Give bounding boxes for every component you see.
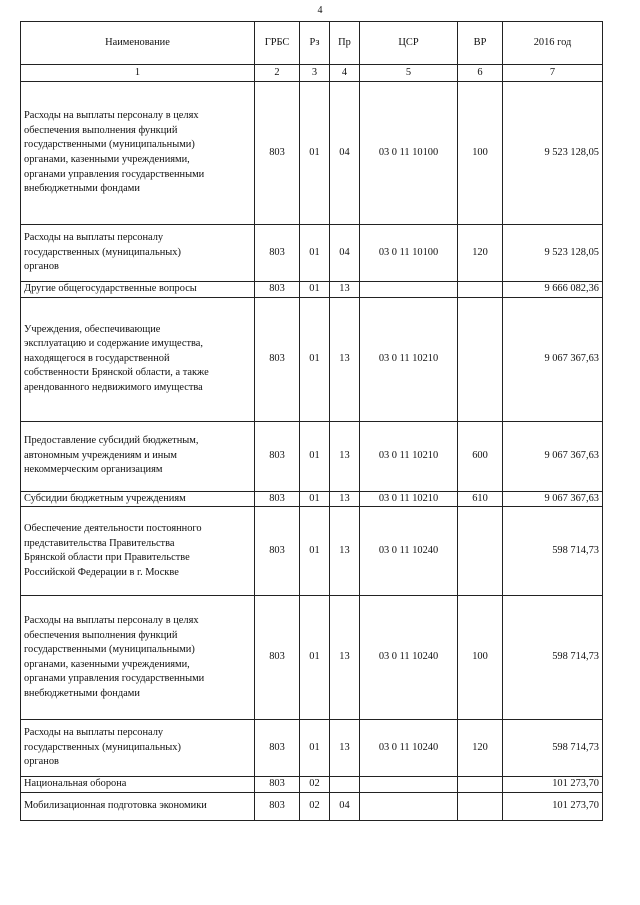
column-number: 6 <box>458 65 503 82</box>
row-name-line: обеспечения выполнения функций <box>24 629 178 641</box>
row-amount: 9 067 367,63 <box>503 491 603 507</box>
row-csr: 03 0 11 10240 <box>360 720 458 777</box>
row-pr: 13 <box>330 720 360 777</box>
row-name-line: органов <box>24 756 59 768</box>
row-name <box>21 491 255 507</box>
row-rz: 01 <box>300 421 330 491</box>
row-name-line: внебюджетными фондами <box>24 687 140 699</box>
row-rz: 01 <box>300 82 330 225</box>
row-pr: 13 <box>330 297 360 421</box>
row-name-line: органами управления государственными <box>24 673 205 685</box>
row-grbs: 803 <box>255 507 300 596</box>
header-name: Наименование <box>21 22 255 65</box>
row-vr: 120 <box>458 225 503 282</box>
table-row <box>21 282 603 298</box>
table-row <box>21 491 603 507</box>
row-name-line: Предоставление субсидий бюджетным, <box>24 435 199 447</box>
row-name-line: Национальная оборона <box>24 778 127 790</box>
row-name-line: Мобилизационная подготовка экономики <box>24 799 207 811</box>
row-name-line: органами, казенными учреждениями, <box>24 658 190 670</box>
row-csr: 03 0 11 10210 <box>360 297 458 421</box>
row-vr: 610 <box>458 491 503 507</box>
row-name <box>21 297 255 421</box>
header-year: 2016 год <box>503 22 603 65</box>
row-vr: 100 <box>458 82 503 225</box>
row-grbs: 803 <box>255 792 300 820</box>
row-name-line: государственными (муниципальными) <box>24 139 195 151</box>
row-name-line: Другие общегосударственные вопросы <box>24 283 197 294</box>
row-amount: 9 523 128,05 <box>503 225 603 282</box>
row-name-line: находящегося в государственной <box>24 352 170 364</box>
row-name-line: эксплуатацию и содержание имущества, <box>24 338 203 350</box>
row-name-line: Учреждения, обеспечивающие <box>24 323 161 335</box>
row-name-line: Расходы на выплаты персоналу в целях <box>24 110 199 122</box>
budget-table <box>20 21 603 821</box>
row-name-line: Российской Федерации в г. Москве <box>24 566 179 578</box>
row-grbs: 803 <box>255 421 300 491</box>
column-number: 7 <box>503 65 603 82</box>
row-pr: 13 <box>330 596 360 720</box>
table-row <box>21 720 603 777</box>
row-vr: 120 <box>458 720 503 777</box>
column-number: 3 <box>300 65 330 82</box>
row-name-line: Брянской области при Правительстве <box>24 552 190 564</box>
row-name-line: Расходы на выплаты персоналу <box>24 727 164 739</box>
row-name <box>21 507 255 596</box>
row-vr <box>458 507 503 596</box>
row-rz: 01 <box>300 507 330 596</box>
row-pr: 13 <box>330 421 360 491</box>
row-name-line: Расходы на выплаты персоналу в целях <box>24 614 199 626</box>
table-row <box>21 225 603 282</box>
column-number: 1 <box>21 65 255 82</box>
row-name <box>21 225 255 282</box>
row-amount: 9 067 367,63 <box>503 297 603 421</box>
table-row <box>21 792 603 820</box>
row-name-line: обеспечения выполнения функций <box>24 124 178 136</box>
table-row <box>21 596 603 720</box>
table-row <box>21 421 603 491</box>
row-amount: 9 067 367,63 <box>503 421 603 491</box>
row-vr: 600 <box>458 421 503 491</box>
row-csr: 03 0 11 10240 <box>360 596 458 720</box>
column-number: 4 <box>330 65 360 82</box>
row-grbs: 803 <box>255 491 300 507</box>
row-name-line: органами, казенными учреждениями, <box>24 154 190 165</box>
row-csr: 03 0 11 10240 <box>360 507 458 596</box>
header-csr: ЦСР <box>360 22 458 65</box>
row-pr: 04 <box>330 225 360 282</box>
row-name-line: Обеспечение деятельности постоянного <box>24 523 202 534</box>
row-name-line: органами управления государственными <box>24 168 205 180</box>
row-amount: 598 714,73 <box>503 720 603 777</box>
row-name-line: автономным учреждениям и иным <box>24 449 177 461</box>
header-pr: Пр <box>330 22 360 65</box>
row-grbs: 803 <box>255 297 300 421</box>
header-row <box>21 22 603 65</box>
row-vr <box>458 792 503 820</box>
row-rz: 01 <box>300 282 330 298</box>
row-rz: 02 <box>300 777 330 793</box>
row-rz: 01 <box>300 297 330 421</box>
row-grbs: 803 <box>255 282 300 298</box>
row-rz: 01 <box>300 491 330 507</box>
row-csr <box>360 792 458 820</box>
row-grbs: 803 <box>255 225 300 282</box>
row-name <box>21 82 255 225</box>
row-pr: 13 <box>330 282 360 298</box>
row-name <box>21 596 255 720</box>
row-vr <box>458 297 503 421</box>
row-amount: 598 714,73 <box>503 596 603 720</box>
row-grbs: 803 <box>255 596 300 720</box>
header-vr: ВР <box>458 22 503 65</box>
row-name-line: собственности Брянской области, а также <box>24 367 209 379</box>
page-number: 4 <box>317 5 323 16</box>
row-name <box>21 792 255 820</box>
row-name-line: Субсидии бюджетным учреждениям <box>24 492 186 504</box>
table-row <box>21 82 603 225</box>
row-amount: 598 714,73 <box>503 507 603 596</box>
row-amount: 101 273,70 <box>503 777 603 793</box>
table-row <box>21 297 603 421</box>
row-name-line: государственных (муниципальных) <box>24 741 181 753</box>
header-rz: Рз <box>300 22 330 65</box>
row-name-line: государственных (муниципальных) <box>24 246 181 258</box>
row-name <box>21 282 255 298</box>
row-name-line: некоммерческим организациям <box>24 464 163 476</box>
row-rz: 01 <box>300 720 330 777</box>
row-rz: 01 <box>300 596 330 720</box>
row-name-line: Расходы на выплаты персоналу <box>24 232 164 244</box>
row-csr <box>360 777 458 793</box>
row-amount: 9 666 082,36 <box>503 282 603 298</box>
row-name <box>21 720 255 777</box>
row-grbs: 803 <box>255 82 300 225</box>
row-vr <box>458 777 503 793</box>
column-number-row <box>21 65 603 82</box>
row-name <box>21 777 255 793</box>
row-vr <box>458 282 503 298</box>
row-csr: 03 0 11 10100 <box>360 225 458 282</box>
row-rz: 02 <box>300 792 330 820</box>
row-csr: 03 0 11 10210 <box>360 421 458 491</box>
row-name-line: представительства Правительства <box>24 537 175 549</box>
row-grbs: 803 <box>255 777 300 793</box>
row-pr <box>330 777 360 793</box>
row-csr: 03 0 11 10100 <box>360 82 458 225</box>
table-row <box>21 507 603 596</box>
row-name <box>21 421 255 491</box>
table-body <box>21 82 603 821</box>
row-pr: 13 <box>330 507 360 596</box>
row-csr: 03 0 11 10210 <box>360 491 458 507</box>
table-row <box>21 777 603 793</box>
row-csr <box>360 282 458 298</box>
row-name-line: органов <box>24 261 59 273</box>
row-pr: 13 <box>330 491 360 507</box>
row-amount: 9 523 128,05 <box>503 82 603 225</box>
row-rz: 01 <box>300 225 330 282</box>
row-amount: 101 273,70 <box>503 792 603 820</box>
row-name-line: государственными (муниципальными) <box>24 644 195 656</box>
column-number: 2 <box>255 65 300 82</box>
header-grbs: ГРБС <box>255 22 300 65</box>
row-pr: 04 <box>330 82 360 225</box>
row-vr: 100 <box>458 596 503 720</box>
row-grbs: 803 <box>255 720 300 777</box>
column-number: 5 <box>360 65 458 82</box>
row-name-line: внебюджетными фондами <box>24 183 140 195</box>
row-pr: 04 <box>330 792 360 820</box>
row-name-line: арендованного недвижимого имущества <box>24 381 203 393</box>
